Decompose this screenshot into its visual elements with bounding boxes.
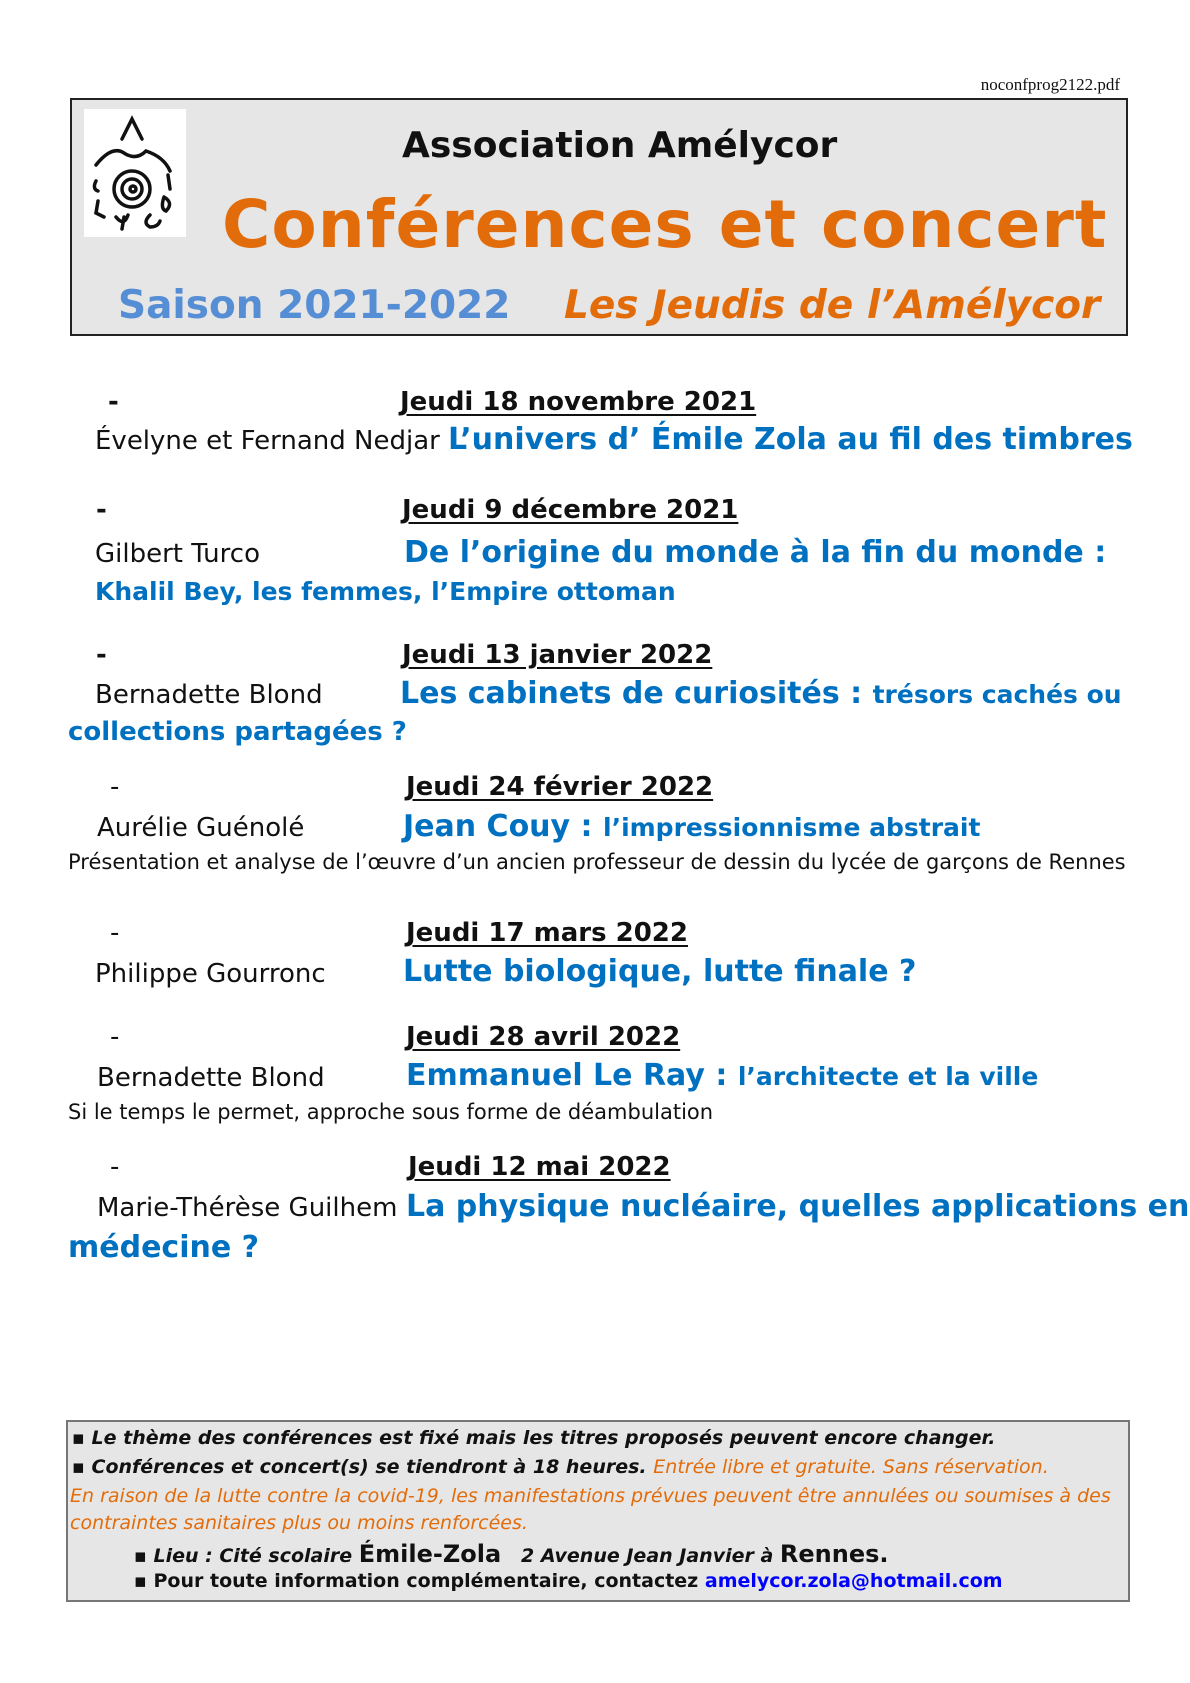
event-dash: - — [110, 1022, 120, 1052]
event-title — [400, 676, 1122, 711]
event-dash: - — [108, 387, 119, 417]
event-title — [406, 1058, 1039, 1093]
event-date: Jeudi 18 novembre 2021 — [400, 387, 757, 417]
event-speaker: Philippe Gourronc — [95, 959, 326, 989]
covid-note-cont: contraintes sanitaires plus ou moins renforcées. — [70, 1512, 528, 1534]
event-speaker: Gilbert Turco — [95, 539, 260, 569]
event-note: Présentation et analyse de l’œuvre d’un ancien professeur de dessin du lycée de garçons de Rennes — [68, 850, 1126, 874]
place-line: ▪ Lieu : Cité scolaire Émile-Zola 2 Avenue Jean Janvier à Rennes. — [134, 1540, 889, 1568]
event-date: Jeudi 13 janvier 2022 — [402, 640, 713, 670]
event-title-sub: l’architecte et la ville — [737, 1062, 1039, 1091]
event-date: Jeudi 12 mai 2022 — [408, 1152, 671, 1182]
event-dash: - — [96, 640, 107, 670]
event-dash: - — [110, 1152, 120, 1182]
contact-line: ▪ Pour toute information complémentaire, contactez amelycor.zola@hotmail.com — [134, 1570, 1003, 1592]
address: 2 Avenue Jean Janvier à — [521, 1545, 774, 1567]
event-date: Jeudi 28 avril 2022 — [406, 1022, 681, 1052]
event-title-main: Emmanuel Le Ray : — [406, 1058, 728, 1093]
covid-note: En raison de la lutte contre la covid-19, les manifestations prévues peuvent être annulées ou soumises à des — [70, 1485, 1111, 1507]
city: Rennes. — [779, 1540, 889, 1568]
info-box — [66, 1420, 1130, 1602]
association-name: Association Amélycor — [402, 125, 838, 166]
event-speaker: Bernadette Blond — [95, 680, 323, 710]
event-title: De l’origine du monde à la fin du monde : — [404, 535, 1107, 570]
series-name: Les Jeudis de l’Amélycor — [564, 283, 1101, 328]
season: Saison 2021-2022 — [118, 283, 511, 328]
place-name: Émile-Zola — [358, 1540, 502, 1568]
event-speaker: Aurélie Guénolé — [97, 813, 305, 843]
email-link[interactable]: amelycor.zola@hotmail.com — [704, 1570, 1003, 1592]
event-title: Lutte biologique, lutte finale ? — [403, 954, 917, 989]
event-title: L’univers d’ Émile Zola au fil des timbres — [448, 422, 1133, 457]
info-line: ▪ Le thème des conférences est fixé mais les titres proposés peuvent encore changer. — [72, 1427, 996, 1449]
logo-icon — [84, 109, 186, 237]
event-speaker: Évelyne et Fernand Nedjar — [95, 426, 440, 456]
amelycor-logo — [84, 109, 186, 237]
event-title-cont: collections partagées ? — [68, 717, 407, 747]
main-title: Conférences et concert — [222, 186, 1108, 263]
event-dash: - — [110, 772, 120, 802]
event-title-main: Les cabinets de curiosités : — [400, 676, 863, 711]
event-speaker: Marie-Thérèse Guilhem — [97, 1193, 398, 1223]
event-title-sub: trésors cachés ou — [872, 680, 1122, 709]
event-title — [403, 809, 981, 844]
event-note: Si le temps le permet, approche sous forme de déambulation — [68, 1100, 714, 1124]
header-box — [70, 98, 1128, 336]
event-title-main: Jean Couy : — [403, 809, 593, 844]
event-title-cont: Khalil Bey, les femmes, l’Empire ottoman — [95, 577, 676, 606]
event-title: La physique nucléaire, quelles applications en — [406, 1189, 1190, 1224]
event-date: Jeudi 24 février 2022 — [406, 772, 714, 802]
event-dash: - — [96, 495, 107, 525]
file-name: noconfprog2122.pdf — [980, 75, 1120, 94]
place-label: Lieu : Cité scolaire — [153, 1545, 353, 1567]
theme-note: Le thème des conférences est fixé mais les titres proposés peuvent encore changer. — [91, 1427, 996, 1449]
event-dash: - — [110, 918, 120, 948]
event-title-cont: médecine ? — [68, 1230, 260, 1265]
free-entry-note: Entrée libre et gratuite. Sans réservation. — [653, 1456, 1049, 1478]
event-date: Jeudi 9 décembre 2021 — [402, 495, 739, 525]
event-date: Jeudi 17 mars 2022 — [406, 918, 688, 948]
event-title-sub: l’impressionnisme abstrait — [603, 813, 981, 842]
time-note: Conférences et concert(s) se tiendront à 18 heures. — [91, 1456, 647, 1478]
contact-label: Pour toute information complémentaire, contactez — [153, 1570, 699, 1592]
event-speaker: Bernadette Blond — [97, 1063, 325, 1093]
info-line: ▪ Conférences et concert(s) se tiendront à 18 heures. Entrée libre et gratuite. Sans réservation. — [72, 1456, 1049, 1478]
